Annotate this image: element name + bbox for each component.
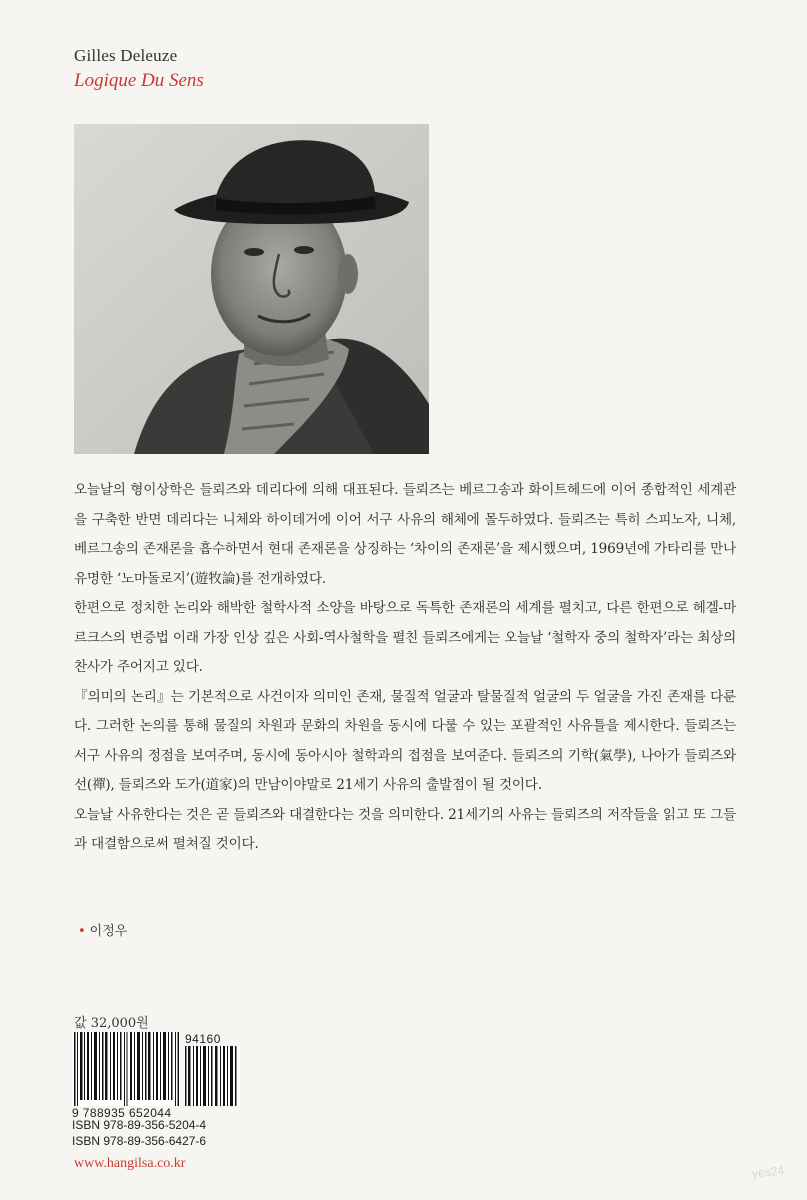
addon-code: 94160	[185, 1032, 221, 1046]
book-title-original: Logique Du Sens	[74, 70, 204, 91]
addon-barcode-icon	[184, 1046, 240, 1106]
paragraph-1: 오늘날의 형이상학은 들뢰즈와 데리다에 의해 대표된다. 들뢰즈는 베르그송과 화이트헤드에 이어 종합적인 세계관을 구축한 반면 데리다는 니체와 하이데거에 이어 서구 사유의 해체에 몰두하였다. 들뢰즈는 특히 스피노자, 니체, 베르그송의 존재론을 흡수하면서 현대 존재론을 상징하는 ‘차이의 존재론’을 제시했으며, 1969년에 가타리를 만나 유명한 ‘노마돌로지’(遊牧論)를 전개하였다.	[74, 482, 736, 587]
paragraph-2: 한편으로 정치한 논리와 해박한 철학사적 소양을 바탕으로 독특한 존재론의 세계를 펼치고, 다른 한편으로 헤겔-마르크스의 변증법 이래 가장 인상 깊은 사회-역사철학을 펼친 들뢰즈에게는 오늘날 ‘철학자 중의 철학자’라는 최상의 찬사가 주어지고 있다.	[74, 600, 736, 675]
isbn-barcode	[72, 1032, 244, 1122]
barcode-number: 9 788935 652044	[72, 1106, 172, 1120]
barcode-icon	[72, 1032, 180, 1106]
watermark: yes24	[751, 1163, 785, 1181]
isbn-line-1: ISBN 978-89-356-5204-4	[72, 1118, 207, 1132]
isbn-line-2: ISBN 978-89-356-6427-6	[72, 1134, 207, 1148]
bullet-icon: •	[78, 924, 86, 939]
paragraph-3: 『의미의 논리』는 기본적으로 사건이자 의미인 존재, 물질적 얼굴과 탈물질적 얼굴의 두 얼굴을 가진 존재를 다룬다. 그러한 논의를 통해 물질의 차원과 문화의 차원을 동시에 다룰 수 있는 포괄적인 사유틀을 제시한다. 들뢰즈는 서구 사유의 정점을 보여주며, 동시에 동아시아 철학과의 접점을 보여준다. 들뢰즈의 기학(氣學), 나아가 들뢰즈와 선(禪), 들뢰즈와 도가(道家)의 만남이야말로 21세기 사유의 출발점이 될 것이다.	[74, 688, 736, 793]
author-portrait	[74, 124, 429, 454]
author-name: Gilles Deleuze	[74, 46, 178, 65]
book-description	[74, 476, 736, 860]
paragraph-4: 오늘날 사유한다는 것은 곧 들뢰즈와 대결한다는 것을 의미한다. 21세기의 사유는 들뢰즈의 저작들을 읽고 또 그들과 대결함으로써 펼쳐질 것이다.	[74, 806, 736, 852]
credit-line	[78, 920, 127, 939]
credit-author: 이정우	[89, 924, 128, 939]
publisher-url[interactable]: www.hangilsa.co.kr	[74, 1156, 186, 1171]
price-label: 값 32,000원	[74, 1016, 149, 1031]
